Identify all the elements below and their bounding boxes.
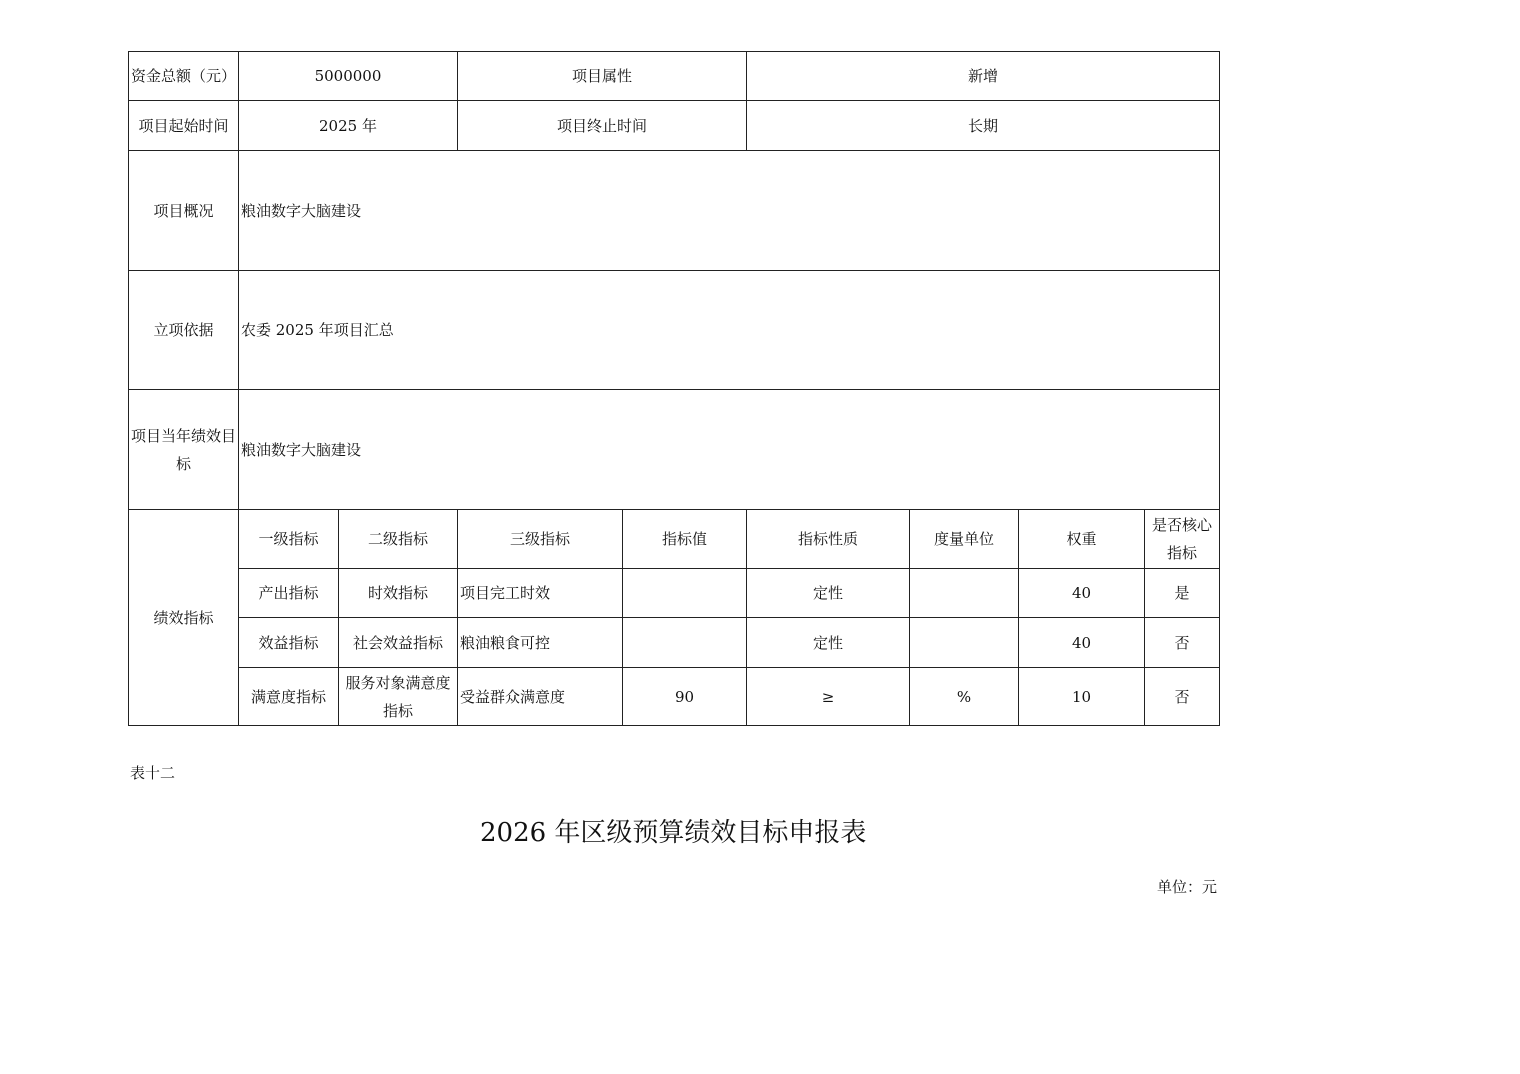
row-core: 否 — [1145, 618, 1220, 668]
row-level2 — [339, 668, 458, 726]
overview-label: 项目概况 — [129, 151, 239, 271]
indicator-header-row — [129, 510, 1220, 569]
basis-row — [129, 271, 1220, 390]
goal-label — [129, 390, 239, 510]
header-level1: 一级指标 — [239, 510, 339, 569]
unit-label: 单位：元 — [1156, 878, 1217, 896]
row-level1: 效益指标 — [239, 618, 339, 668]
row-level1: 产出指标 — [239, 569, 339, 618]
row-unit — [910, 618, 1019, 668]
document-title: 2026 年区级预算绩效目标申报表 — [480, 818, 867, 848]
row-level3: 粮油粮食可控 — [458, 618, 623, 668]
row-value: 90 — [623, 668, 747, 726]
attribute-label: 项目属性 — [458, 52, 747, 101]
end-label: 项目终止时间 — [458, 101, 747, 151]
header-level3: 三级指标 — [458, 510, 623, 569]
goal-label-text: 项目当年绩效目标 — [131, 426, 237, 473]
row-weight: 40 — [1019, 618, 1145, 668]
row-core: 否 — [1145, 668, 1220, 726]
period-row — [129, 101, 1220, 151]
header-unit: 度量单位 — [910, 510, 1019, 569]
table-number-label: 表十二 — [130, 764, 176, 782]
row-unit: % — [910, 668, 1019, 726]
row-level3: 受益群众满意度 — [458, 668, 623, 726]
fund-total-value: 5000000 — [239, 52, 458, 101]
row-nature: 定性 — [747, 618, 910, 668]
overview-row — [129, 151, 1220, 271]
header-level2: 二级指标 — [339, 510, 458, 569]
indicators-section-label: 绩效指标 — [129, 510, 239, 726]
indicator-row — [129, 618, 1220, 668]
header-core-text: 是否核心指标 — [1152, 516, 1213, 562]
header-weight: 权重 — [1019, 510, 1145, 569]
row-value — [623, 569, 747, 618]
start-label: 项目起始时间 — [129, 101, 239, 151]
attribute-value: 新增 — [747, 52, 1220, 101]
row-value — [623, 618, 747, 668]
header-nature: 指标性质 — [747, 510, 910, 569]
row-core: 是 — [1145, 569, 1220, 618]
fund-row — [129, 52, 1220, 101]
row-unit — [910, 569, 1019, 618]
basis-label: 立项依据 — [129, 271, 239, 390]
fund-total-label: 资金总额（元） — [129, 52, 239, 101]
overview-value: 粮油数字大脑建设 — [239, 151, 1220, 271]
row-level2: 社会效益指标 — [339, 618, 458, 668]
indicator-row — [129, 569, 1220, 618]
goal-row — [129, 390, 1220, 510]
row-level1: 满意度指标 — [239, 668, 339, 726]
row-level2-text: 服务对象满意度指标 — [345, 673, 451, 720]
header-value: 指标值 — [623, 510, 747, 569]
indicator-row — [129, 668, 1220, 726]
row-nature: 定性 — [747, 569, 910, 618]
row-nature: ≥ — [747, 668, 910, 726]
header-core — [1145, 510, 1220, 569]
row-level3: 项目完工时效 — [458, 569, 623, 618]
row-weight: 40 — [1019, 569, 1145, 618]
row-level2: 时效指标 — [339, 569, 458, 618]
basis-value: 农委 2025 年项目汇总 — [239, 271, 1220, 390]
start-value: 2025 年 — [239, 101, 458, 151]
goal-value: 粮油数字大脑建设 — [239, 390, 1220, 510]
performance-target-table — [128, 51, 1220, 726]
end-value: 长期 — [747, 101, 1220, 151]
row-weight: 10 — [1019, 668, 1145, 726]
